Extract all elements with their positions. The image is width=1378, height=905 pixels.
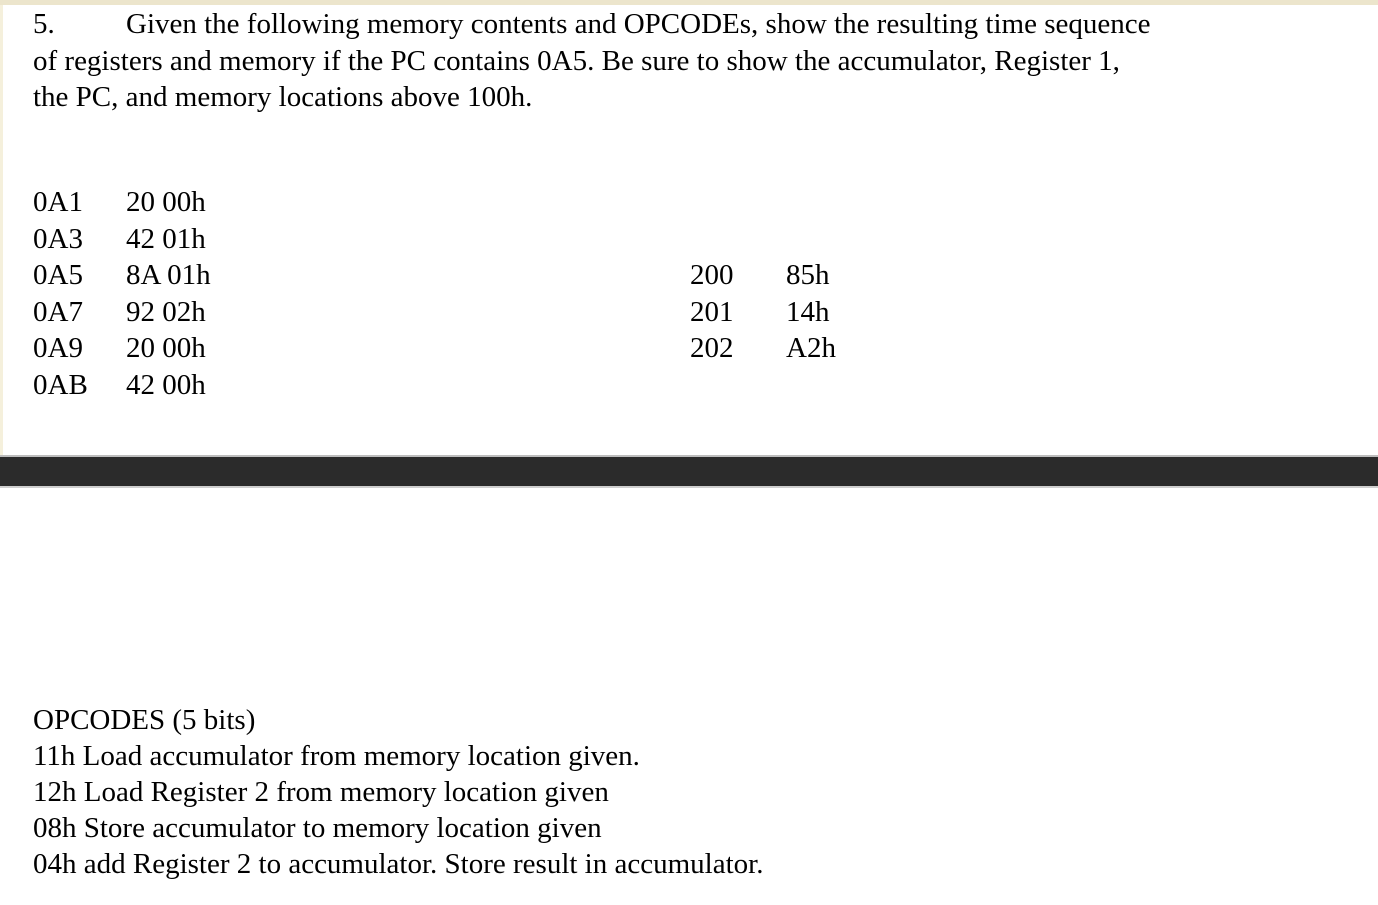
opcode-item: 11h Load accumulator from memory location given. [33, 740, 640, 772]
memory-address: 0A9 [33, 332, 83, 364]
data-memory-row [690, 330, 836, 367]
memory-address: 0A5 [33, 259, 83, 291]
left-margin-bar [0, 5, 3, 455]
question-line-1 [33, 6, 1151, 43]
memory-value: 8A 01h [126, 259, 211, 291]
memory-address: 0AB [33, 368, 88, 401]
memory-value: 85h [786, 259, 830, 291]
program-memory-row [33, 367, 211, 404]
program-memory-row [33, 184, 211, 221]
program-memory-row [33, 330, 211, 367]
question-line-1-text: Given the following memory contents and OPCODEs, show the resulting time sequence [126, 8, 1151, 40]
top-border [0, 0, 1378, 5]
memory-value: 20 00h [126, 332, 206, 364]
opcode-item: 08h Store accumulator to memory location given [33, 812, 602, 844]
memory-value: A2h [786, 332, 836, 364]
memory-address: 0A3 [33, 222, 83, 255]
program-memory-row [33, 294, 211, 331]
memory-address: 202 [690, 332, 734, 364]
question-number: 5. [33, 8, 55, 40]
memory-value: 42 01h [126, 222, 206, 255]
memory-value: 20 00h [126, 186, 206, 218]
data-memory-row [690, 294, 836, 331]
program-memory-row [33, 257, 211, 294]
memory-value: 92 02h [126, 295, 206, 328]
question-line-3: the PC, and memory locations above 100h. [33, 81, 533, 113]
data-memory-table [690, 257, 836, 367]
memory-value: 42 00h [126, 368, 206, 401]
opcode-item: 04h add Register 2 to accumulator. Store result in accumulator. [33, 848, 764, 880]
question-line-2: of registers and memory if the PC contains 0A5. Be sure to show the accumulator, Register 1, [33, 44, 1120, 77]
question-text [33, 6, 1151, 116]
opcodes-section [33, 702, 763, 882]
memory-address: 201 [690, 295, 734, 328]
memory-address: 0A1 [33, 186, 83, 218]
opcodes-title: OPCODES (5 bits) [33, 704, 256, 736]
data-memory-row [690, 257, 836, 294]
opcode-item: 12h Load Register 2 from memory location given [33, 776, 609, 808]
program-memory-row [33, 221, 211, 258]
divider-bottom-edge [0, 486, 1378, 488]
program-memory-table [33, 184, 211, 403]
memory-value: 14h [786, 295, 830, 328]
memory-address: 0A7 [33, 295, 83, 328]
memory-address: 200 [690, 259, 734, 291]
section-divider [0, 457, 1378, 486]
